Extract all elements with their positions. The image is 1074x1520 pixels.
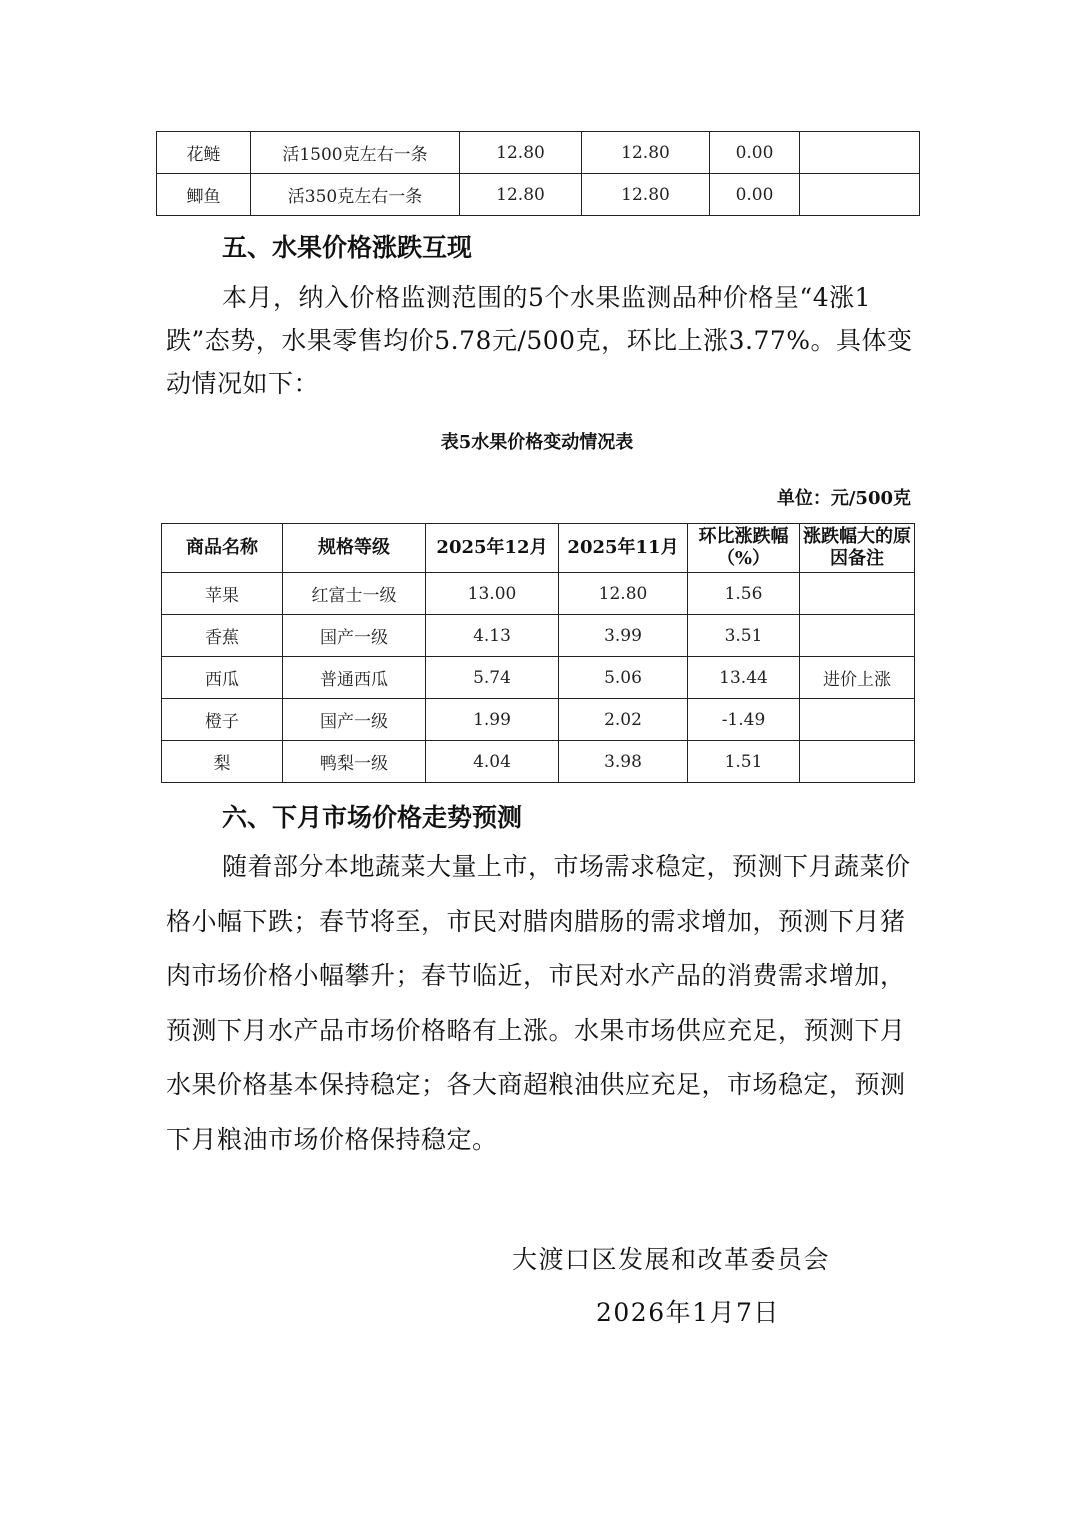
cell-nov: 5.06	[559, 657, 688, 699]
cell-note	[800, 615, 915, 657]
section5-paragraph: 本月，纳入价格监测范围的5个水果监测品种价格呈“4涨1跌”态势，水果零售均价5.78元/500克，环比上涨3.77%。具体变动情况如下：	[166, 283, 913, 398]
cell-spec: 鸭梨一级	[283, 741, 426, 783]
table-unit: 单位：元/500克	[776, 488, 911, 509]
cell-change: 3.51	[688, 615, 800, 657]
cell-nov: 3.99	[559, 615, 688, 657]
cell-dec: 1.99	[426, 699, 559, 741]
cell-name: 西瓜	[162, 657, 283, 699]
cell-name: 梨	[162, 741, 283, 783]
section5-heading: 五、水果价格涨跌互现	[222, 233, 473, 262]
cell-change: 13.44	[688, 657, 800, 699]
table-header-row	[162, 524, 915, 573]
cell-dec: 13.00	[426, 573, 559, 615]
table-row	[162, 699, 915, 741]
signature-org: 大渡口区发展和改革委员会	[512, 1245, 831, 1274]
section6-paragraph: 随着部分本地蔬菜大量上市，市场需求稳定，预测下月蔬菜价格小幅下跌；春节将至，市民对腊肉腊肠的需求增加，预测下月猪肉市场价格小幅攀升；春节临近，市民对水产品的消费需求增加，预测下月水产品市场价格略有上涨。水果市场供应充足，预测下月水果价格基本保持稳定；各大商超粮油供应充足，市场稳定，预测下月粮油市场价格保持稳定。	[166, 852, 911, 1154]
cell-note	[800, 174, 920, 216]
cell-spec: 活1500克左右一条	[251, 132, 460, 174]
cell-nov: 12.80	[582, 132, 710, 174]
cell-spec: 普通西瓜	[283, 657, 426, 699]
cell-note	[800, 132, 920, 174]
cell-note	[800, 741, 915, 783]
fruit-price-table	[161, 523, 915, 783]
cell-spec: 国产一级	[283, 699, 426, 741]
col-header: 2025年12月	[426, 524, 559, 573]
col-header: 商品名称	[162, 524, 283, 573]
cell-note	[800, 573, 915, 615]
cell-spec: 红富士一级	[283, 573, 426, 615]
cell-change: -1.49	[688, 699, 800, 741]
table-row	[162, 573, 915, 615]
table-row	[157, 132, 920, 174]
fish-price-table	[156, 131, 920, 216]
cell-change: 0.00	[710, 174, 800, 216]
signature-date: 2026年1月7日	[596, 1298, 780, 1327]
cell-name: 橙子	[162, 699, 283, 741]
cell-nov: 3.98	[559, 741, 688, 783]
cell-change: 1.51	[688, 741, 800, 783]
col-header: 规格等级	[283, 524, 426, 573]
section6-heading: 六、下月市场价格走势预测	[222, 803, 523, 832]
cell-change: 0.00	[710, 132, 800, 174]
cell-name: 香蕉	[162, 615, 283, 657]
table-row	[157, 174, 920, 216]
cell-dec: 12.80	[460, 132, 582, 174]
table-row	[162, 741, 915, 783]
table-row	[162, 657, 915, 699]
cell-dec: 12.80	[460, 174, 582, 216]
col-header: 涨跌幅大的原因备注	[800, 524, 915, 573]
cell-note	[800, 699, 915, 741]
cell-note: 进价上涨	[800, 657, 915, 699]
cell-spec: 活350克左右一条	[251, 174, 460, 216]
cell-nov: 2.02	[559, 699, 688, 741]
cell-nov: 12.80	[559, 573, 688, 615]
cell-nov: 12.80	[582, 174, 710, 216]
cell-name: 鲫鱼	[157, 174, 251, 216]
table-caption: 表5水果价格变动情况表	[440, 432, 634, 453]
cell-dec: 4.13	[426, 615, 559, 657]
cell-spec: 国产一级	[283, 615, 426, 657]
cell-dec: 5.74	[426, 657, 559, 699]
cell-dec: 4.04	[426, 741, 559, 783]
cell-name: 苹果	[162, 573, 283, 615]
cell-name: 花鲢	[157, 132, 251, 174]
col-header: 环比涨跌幅（%）	[688, 524, 800, 573]
col-header: 2025年11月	[559, 524, 688, 573]
cell-change: 1.56	[688, 573, 800, 615]
table-row	[162, 615, 915, 657]
